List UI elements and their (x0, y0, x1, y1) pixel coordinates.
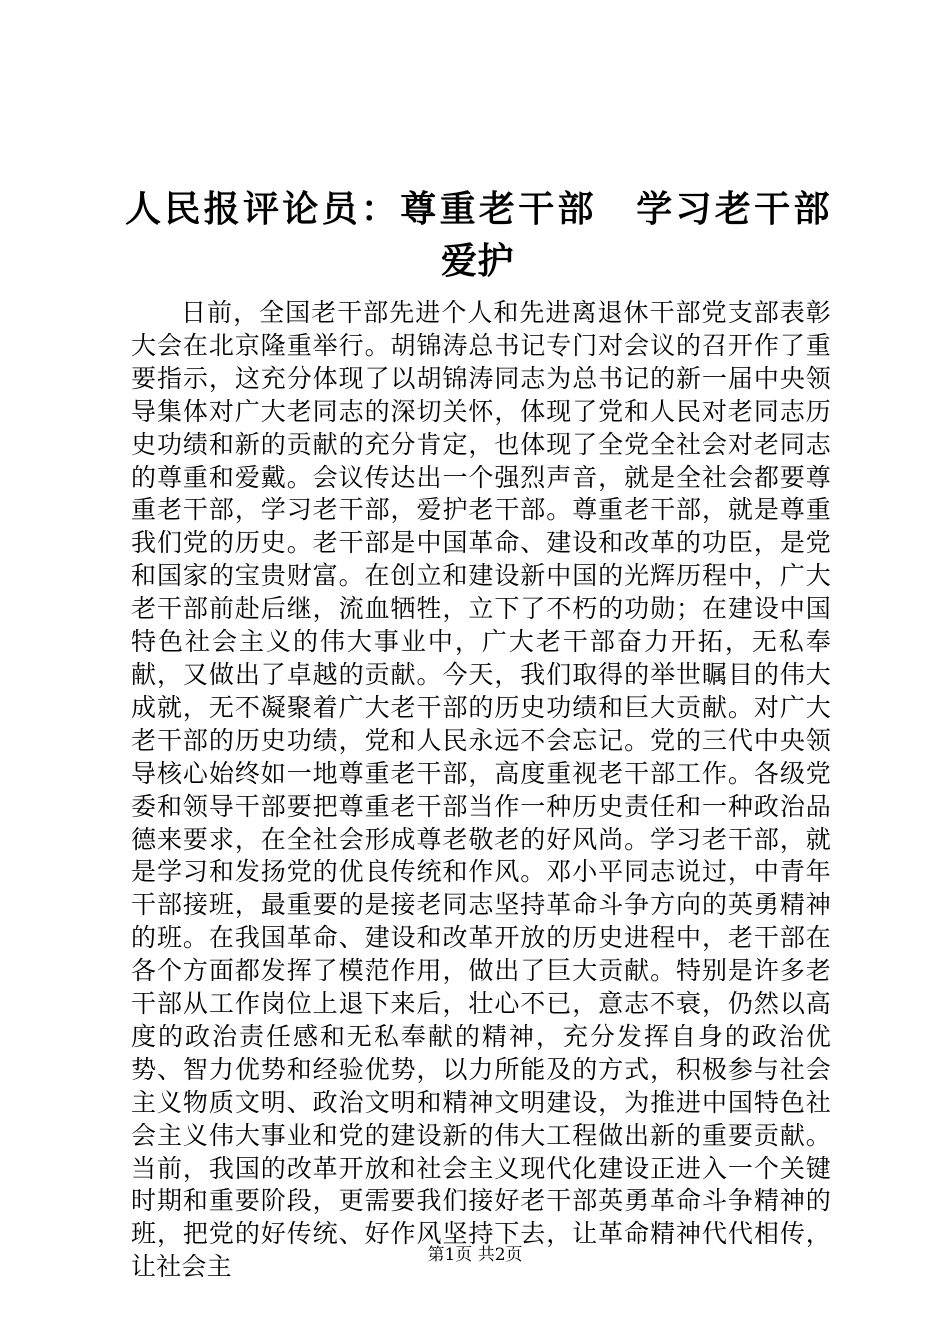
document-title: 人民报评论员：尊重老干部 学习老干部 爱护 (125, 189, 867, 282)
body-paragraph: 日前，全国老干部先进个人和先进离退休干部党支部表彰大会在北京隆重举行。胡锦涛总书记专门对会议的召开作了重要指示，这充分体现了以胡锦涛同志为总书记的新一届中央领导集体对广大老同志的深切关怀，体现了党和人民对老同志历史功绩和新的贡献的充分肯定，也体现了全党全社会对老同志的尊重和爱戴。会议传达出一个强烈声音，就是全社会都要尊重老干部，学习老干部，爱护老干部。尊重老干部，就是尊重我们党的历史。老干部是中国革命、建设和改革的功臣，是党和国家的宝贵财富。在创立和建设新中国的光辉历程中，广大老干部前赴后继，流血牺牲，立下了不朽的功勋；在建设中国特色社会主义的伟大事业中，广大老干部奋力开拓，无私奉献，又做出了卓越的贡献。今天，我们取得的举世瞩目的伟大成就，无不凝聚着广大老干部的历史功绩和巨大贡献。对广大老干部的历史功绩，党和人民永远不会忘记。党的三代中央领导核心始终如一地尊重老干部，高度重视老干部工作。各级党委和领导干部要把尊重老干部当作一种历史责任和一种政治品德来要求，在全社会形成尊老敬老的好风尚。学习老干部，就是学习和发扬党的优良传统和作风。邓小平同志说过，中青年干部接班，最重要的是接老同志坚持革命斗争方向的英勇精神的班。在我国革命、建设和改革开放的历史进程中，老干部在各个方面都发挥了模范作用，做出了巨大贡献。特别是许多老干部从工作岗位上退下来后，壮心不已，意志不衰，仍然以高度的政治责任感和无私奉献的精神，充分发挥自身的政治优势、智力优势和经验优势，以力所能及的方式，积极参与社会主义物质文明、政治文明和精神文明建设，为推进中国特色社会主义伟大事业和党的建设新的伟大工程做出新的重要贡献。当前，我国的改革开放和社会主义现代化建设正进入一个关键时期和重要阶段，更需要我们接好老干部英勇革命斗争精神的班，把党的好传统、好作风坚持下去，让革命精神代代相传，让社会主 (131, 298, 831, 1282)
page-number-footer: 第1页 共2页 (427, 1245, 523, 1265)
